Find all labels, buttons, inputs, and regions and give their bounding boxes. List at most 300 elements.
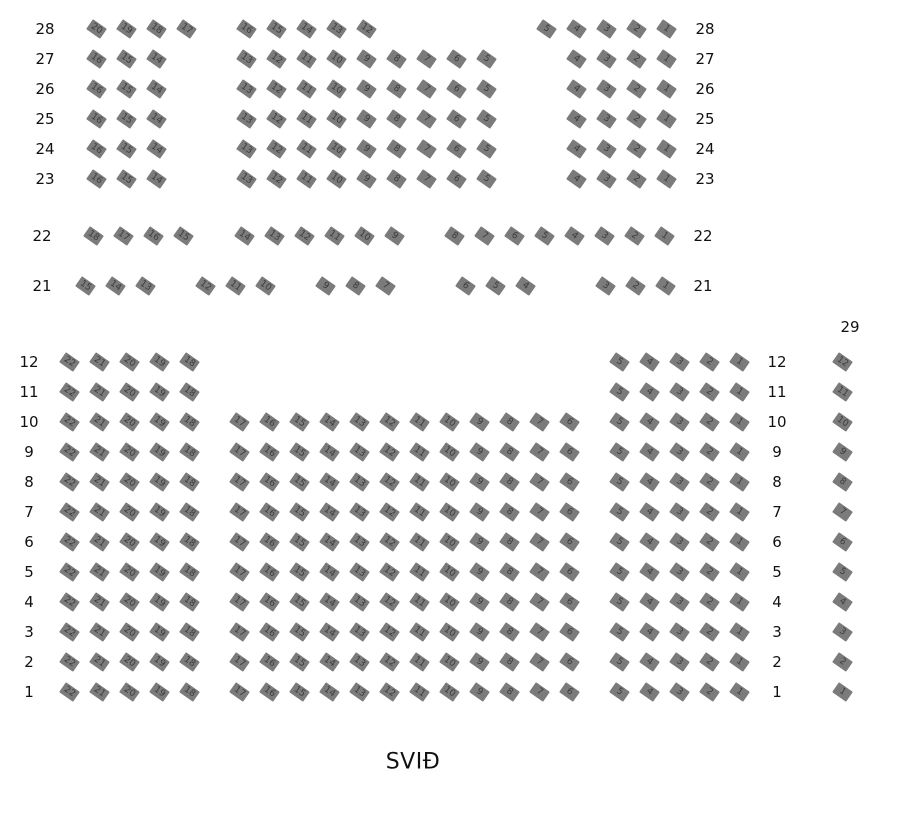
seat-row-6-1[interactable]: 1	[729, 532, 750, 552]
seat-row-7-17[interactable]: 17	[229, 502, 250, 522]
seat-row-29-9[interactable]: 9	[832, 442, 853, 462]
seat-row-27-11[interactable]: 11	[296, 49, 317, 69]
seat-row-6-13[interactable]: 13	[349, 532, 370, 552]
seat-row-6-19[interactable]: 19	[149, 532, 170, 552]
seat-row-23-15[interactable]: 15	[116, 169, 137, 189]
seat-row-8-8[interactable]: 8	[499, 472, 520, 492]
seat-row-1-11[interactable]: 11	[409, 682, 430, 702]
seat-row-27-5[interactable]: 5	[476, 49, 497, 69]
seat-row-1-17[interactable]: 17	[229, 682, 250, 702]
seat-row-28-1[interactable]: 1	[656, 19, 677, 39]
seat-row-11-20[interactable]: 20	[119, 382, 140, 402]
seat-row-8-15[interactable]: 15	[289, 472, 310, 492]
seat-row-10-20[interactable]: 20	[119, 412, 140, 432]
seat-row-3-3[interactable]: 3	[669, 622, 690, 642]
seat-row-28-19[interactable]: 19	[116, 19, 137, 39]
seat-row-23-12[interactable]: 12	[266, 169, 287, 189]
seat-row-2-16[interactable]: 16	[259, 652, 280, 672]
seat-row-5-9[interactable]: 9	[469, 562, 490, 582]
seat-row-3-12[interactable]: 12	[379, 622, 400, 642]
seat-row-23-2[interactable]: 2	[626, 169, 647, 189]
seat-row-22-5[interactable]: 5	[534, 226, 555, 246]
seat-row-26-12[interactable]: 12	[266, 79, 287, 99]
seat-row-21-12[interactable]: 12	[195, 276, 216, 296]
seat-row-4-19[interactable]: 19	[149, 592, 170, 612]
seat-row-12-3[interactable]: 3	[669, 352, 690, 372]
seat-row-3-10[interactable]: 10	[439, 622, 460, 642]
seat-row-27-9[interactable]: 9	[356, 49, 377, 69]
seat-row-6-11[interactable]: 11	[409, 532, 430, 552]
seat-row-6-10[interactable]: 10	[439, 532, 460, 552]
seat-row-8-17[interactable]: 17	[229, 472, 250, 492]
seat-row-26-15[interactable]: 15	[116, 79, 137, 99]
seat-row-1-15[interactable]: 15	[289, 682, 310, 702]
seat-row-21-15[interactable]: 15	[75, 276, 96, 296]
seat-row-5-2[interactable]: 2	[699, 562, 720, 582]
seat-row-9-11[interactable]: 11	[409, 442, 430, 462]
seat-row-3-11[interactable]: 11	[409, 622, 430, 642]
seat-row-26-2[interactable]: 2	[626, 79, 647, 99]
seat-row-25-15[interactable]: 15	[116, 109, 137, 129]
seat-row-24-11[interactable]: 11	[296, 139, 317, 159]
seat-row-21-10[interactable]: 10	[255, 276, 276, 296]
seat-row-12-5[interactable]: 5	[609, 352, 630, 372]
seat-row-7-2[interactable]: 2	[699, 502, 720, 522]
seat-row-24-8[interactable]: 8	[386, 139, 407, 159]
seat-row-26-3[interactable]: 3	[596, 79, 617, 99]
seat-row-4-10[interactable]: 10	[439, 592, 460, 612]
seat-row-3-14[interactable]: 14	[319, 622, 340, 642]
seat-row-2-17[interactable]: 17	[229, 652, 250, 672]
seat-row-9-6[interactable]: 6	[559, 442, 580, 462]
seat-row-26-5[interactable]: 5	[476, 79, 497, 99]
seat-row-10-3[interactable]: 3	[669, 412, 690, 432]
seat-row-10-6[interactable]: 6	[559, 412, 580, 432]
seat-row-1-22[interactable]: 22	[59, 682, 80, 702]
seat-row-12-4[interactable]: 4	[639, 352, 660, 372]
seat-row-5-1[interactable]: 1	[729, 562, 750, 582]
seat-row-10-19[interactable]: 19	[149, 412, 170, 432]
seat-row-7-1[interactable]: 1	[729, 502, 750, 522]
seat-row-9-8[interactable]: 8	[499, 442, 520, 462]
seat-row-8-5[interactable]: 5	[609, 472, 630, 492]
seat-row-28-13[interactable]: 13	[326, 19, 347, 39]
seat-row-7-11[interactable]: 11	[409, 502, 430, 522]
seat-row-4-6[interactable]: 6	[559, 592, 580, 612]
seat-row-27-10[interactable]: 10	[326, 49, 347, 69]
seat-row-7-6[interactable]: 6	[559, 502, 580, 522]
seat-row-28-4[interactable]: 4	[566, 19, 587, 39]
seat-row-2-7[interactable]: 7	[529, 652, 550, 672]
seat-row-5-12[interactable]: 12	[379, 562, 400, 582]
seat-row-28-15[interactable]: 15	[266, 19, 287, 39]
seat-row-23-5[interactable]: 5	[476, 169, 497, 189]
seat-row-29-5[interactable]: 5	[832, 562, 853, 582]
seat-row-10-16[interactable]: 16	[259, 412, 280, 432]
seat-row-7-4[interactable]: 4	[639, 502, 660, 522]
seat-row-12-22[interactable]: 22	[59, 352, 80, 372]
seat-row-28-14[interactable]: 14	[296, 19, 317, 39]
seat-row-22-1[interactable]: 1	[654, 226, 675, 246]
seat-row-24-14[interactable]: 14	[146, 139, 167, 159]
seat-row-5-13[interactable]: 13	[349, 562, 370, 582]
seat-row-8-22[interactable]: 22	[59, 472, 80, 492]
seat-row-3-18[interactable]: 18	[179, 622, 200, 642]
seat-row-5-8[interactable]: 8	[499, 562, 520, 582]
seat-row-1-9[interactable]: 9	[469, 682, 490, 702]
seat-row-3-5[interactable]: 5	[609, 622, 630, 642]
seat-row-9-17[interactable]: 17	[229, 442, 250, 462]
seat-row-4-8[interactable]: 8	[499, 592, 520, 612]
seat-row-12-21[interactable]: 21	[89, 352, 110, 372]
seat-row-25-12[interactable]: 12	[266, 109, 287, 129]
seat-row-3-15[interactable]: 15	[289, 622, 310, 642]
seat-row-2-1[interactable]: 1	[729, 652, 750, 672]
seat-row-4-16[interactable]: 16	[259, 592, 280, 612]
seat-row-26-13[interactable]: 13	[236, 79, 257, 99]
seat-row-5-20[interactable]: 20	[119, 562, 140, 582]
seat-row-1-6[interactable]: 6	[559, 682, 580, 702]
seat-row-21-6[interactable]: 6	[455, 276, 476, 296]
seat-row-21-13[interactable]: 13	[135, 276, 156, 296]
seat-row-29-1[interactable]: 1	[832, 682, 853, 702]
seat-row-26-14[interactable]: 14	[146, 79, 167, 99]
seat-row-22-6[interactable]: 6	[504, 226, 525, 246]
seat-row-23-13[interactable]: 13	[236, 169, 257, 189]
seat-row-28-18[interactable]: 18	[146, 19, 167, 39]
seat-row-25-3[interactable]: 3	[596, 109, 617, 129]
seat-row-1-5[interactable]: 5	[609, 682, 630, 702]
seat-row-8-2[interactable]: 2	[699, 472, 720, 492]
seat-row-28-16[interactable]: 16	[236, 19, 257, 39]
seat-row-10-15[interactable]: 15	[289, 412, 310, 432]
seat-row-25-8[interactable]: 8	[386, 109, 407, 129]
seat-row-3-9[interactable]: 9	[469, 622, 490, 642]
seat-row-22-18[interactable]: 18	[83, 226, 104, 246]
seat-row-10-2[interactable]: 2	[699, 412, 720, 432]
seat-row-11-1[interactable]: 1	[729, 382, 750, 402]
seat-row-1-21[interactable]: 21	[89, 682, 110, 702]
seat-row-3-20[interactable]: 20	[119, 622, 140, 642]
seat-row-9-4[interactable]: 4	[639, 442, 660, 462]
seat-row-8-16[interactable]: 16	[259, 472, 280, 492]
seat-row-8-9[interactable]: 9	[469, 472, 490, 492]
seat-row-8-20[interactable]: 20	[119, 472, 140, 492]
seat-row-1-19[interactable]: 19	[149, 682, 170, 702]
seat-row-4-4[interactable]: 4	[639, 592, 660, 612]
seat-row-26-7[interactable]: 7	[416, 79, 437, 99]
seat-row-27-16[interactable]: 16	[86, 49, 107, 69]
seat-row-8-7[interactable]: 7	[529, 472, 550, 492]
seat-row-8-3[interactable]: 3	[669, 472, 690, 492]
seat-row-24-13[interactable]: 13	[236, 139, 257, 159]
seat-row-5-16[interactable]: 16	[259, 562, 280, 582]
seat-row-5-7[interactable]: 7	[529, 562, 550, 582]
seat-row-8-21[interactable]: 21	[89, 472, 110, 492]
seat-row-9-21[interactable]: 21	[89, 442, 110, 462]
seat-row-29-6[interactable]: 6	[832, 532, 853, 552]
seat-row-7-3[interactable]: 3	[669, 502, 690, 522]
seat-row-10-7[interactable]: 7	[529, 412, 550, 432]
seat-row-6-16[interactable]: 16	[259, 532, 280, 552]
seat-row-12-19[interactable]: 19	[149, 352, 170, 372]
seat-row-6-6[interactable]: 6	[559, 532, 580, 552]
seat-row-6-14[interactable]: 14	[319, 532, 340, 552]
seat-row-25-1[interactable]: 1	[656, 109, 677, 129]
seat-row-10-8[interactable]: 8	[499, 412, 520, 432]
seat-row-7-19[interactable]: 19	[149, 502, 170, 522]
seat-row-3-21[interactable]: 21	[89, 622, 110, 642]
seat-row-7-18[interactable]: 18	[179, 502, 200, 522]
seat-row-5-18[interactable]: 18	[179, 562, 200, 582]
seat-row-2-21[interactable]: 21	[89, 652, 110, 672]
seat-row-7-16[interactable]: 16	[259, 502, 280, 522]
seat-row-23-3[interactable]: 3	[596, 169, 617, 189]
seat-row-9-19[interactable]: 19	[149, 442, 170, 462]
seat-row-2-9[interactable]: 9	[469, 652, 490, 672]
seat-row-28-5[interactable]: 5	[536, 19, 557, 39]
seat-row-29-7[interactable]: 7	[832, 502, 853, 522]
seat-row-4-2[interactable]: 2	[699, 592, 720, 612]
seat-row-26-1[interactable]: 1	[656, 79, 677, 99]
seat-row-4-12[interactable]: 12	[379, 592, 400, 612]
seat-row-9-20[interactable]: 20	[119, 442, 140, 462]
seat-row-21-2[interactable]: 2	[625, 276, 646, 296]
seat-row-9-18[interactable]: 18	[179, 442, 200, 462]
seat-row-10-10[interactable]: 10	[439, 412, 460, 432]
seat-row-26-4[interactable]: 4	[566, 79, 587, 99]
seat-row-9-2[interactable]: 2	[699, 442, 720, 462]
seat-row-26-11[interactable]: 11	[296, 79, 317, 99]
seat-row-8-12[interactable]: 12	[379, 472, 400, 492]
seat-row-24-10[interactable]: 10	[326, 139, 347, 159]
seat-row-4-11[interactable]: 11	[409, 592, 430, 612]
seat-row-3-16[interactable]: 16	[259, 622, 280, 642]
seat-row-24-16[interactable]: 16	[86, 139, 107, 159]
seat-row-11-3[interactable]: 3	[669, 382, 690, 402]
seat-row-8-13[interactable]: 13	[349, 472, 370, 492]
seat-row-9-22[interactable]: 22	[59, 442, 80, 462]
seat-row-24-3[interactable]: 3	[596, 139, 617, 159]
seat-row-28-17[interactable]: 17	[176, 19, 197, 39]
seat-row-25-16[interactable]: 16	[86, 109, 107, 129]
seat-row-2-18[interactable]: 18	[179, 652, 200, 672]
seat-row-9-9[interactable]: 9	[469, 442, 490, 462]
seat-row-10-5[interactable]: 5	[609, 412, 630, 432]
seat-row-2-2[interactable]: 2	[699, 652, 720, 672]
seat-row-23-8[interactable]: 8	[386, 169, 407, 189]
seat-row-9-13[interactable]: 13	[349, 442, 370, 462]
seat-row-10-22[interactable]: 22	[59, 412, 80, 432]
seat-row-5-19[interactable]: 19	[149, 562, 170, 582]
seat-row-24-1[interactable]: 1	[656, 139, 677, 159]
seat-row-11-18[interactable]: 18	[179, 382, 200, 402]
seat-row-11-4[interactable]: 4	[639, 382, 660, 402]
seat-row-4-15[interactable]: 15	[289, 592, 310, 612]
seat-row-26-10[interactable]: 10	[326, 79, 347, 99]
seat-row-6-21[interactable]: 21	[89, 532, 110, 552]
seat-row-10-14[interactable]: 14	[319, 412, 340, 432]
seat-row-6-5[interactable]: 5	[609, 532, 630, 552]
seat-row-4-22[interactable]: 22	[59, 592, 80, 612]
seat-row-4-1[interactable]: 1	[729, 592, 750, 612]
seat-row-3-19[interactable]: 19	[149, 622, 170, 642]
seat-row-11-5[interactable]: 5	[609, 382, 630, 402]
seat-row-1-4[interactable]: 4	[639, 682, 660, 702]
seat-row-27-12[interactable]: 12	[266, 49, 287, 69]
seat-row-22-15[interactable]: 15	[173, 226, 194, 246]
seat-row-7-21[interactable]: 21	[89, 502, 110, 522]
seat-row-5-10[interactable]: 10	[439, 562, 460, 582]
seat-row-10-9[interactable]: 9	[469, 412, 490, 432]
seat-row-9-15[interactable]: 15	[289, 442, 310, 462]
seat-row-22-14[interactable]: 14	[234, 226, 255, 246]
seat-row-2-19[interactable]: 19	[149, 652, 170, 672]
seat-row-9-10[interactable]: 10	[439, 442, 460, 462]
seat-row-2-4[interactable]: 4	[639, 652, 660, 672]
seat-row-2-11[interactable]: 11	[409, 652, 430, 672]
seat-row-21-3[interactable]: 3	[595, 276, 616, 296]
seat-row-25-14[interactable]: 14	[146, 109, 167, 129]
seat-row-29-11[interactable]: 11	[832, 382, 853, 402]
seat-row-8-18[interactable]: 18	[179, 472, 200, 492]
seat-row-6-7[interactable]: 7	[529, 532, 550, 552]
seat-row-11-19[interactable]: 19	[149, 382, 170, 402]
seat-row-22-7[interactable]: 7	[474, 226, 495, 246]
seat-row-5-14[interactable]: 14	[319, 562, 340, 582]
seat-row-25-11[interactable]: 11	[296, 109, 317, 129]
seat-row-2-10[interactable]: 10	[439, 652, 460, 672]
seat-row-27-3[interactable]: 3	[596, 49, 617, 69]
seat-row-22-9[interactable]: 9	[384, 226, 405, 246]
seat-row-10-21[interactable]: 21	[89, 412, 110, 432]
seat-row-29-3[interactable]: 3	[832, 622, 853, 642]
seat-row-5-6[interactable]: 6	[559, 562, 580, 582]
seat-row-21-1[interactable]: 1	[655, 276, 676, 296]
seat-row-6-18[interactable]: 18	[179, 532, 200, 552]
seat-row-21-7[interactable]: 7	[375, 276, 396, 296]
seat-row-4-21[interactable]: 21	[89, 592, 110, 612]
seat-row-1-3[interactable]: 3	[669, 682, 690, 702]
seat-row-2-12[interactable]: 12	[379, 652, 400, 672]
seat-row-5-22[interactable]: 22	[59, 562, 80, 582]
seat-row-23-4[interactable]: 4	[566, 169, 587, 189]
seat-row-1-20[interactable]: 20	[119, 682, 140, 702]
seat-row-6-8[interactable]: 8	[499, 532, 520, 552]
seat-row-27-6[interactable]: 6	[446, 49, 467, 69]
seat-row-23-1[interactable]: 1	[656, 169, 677, 189]
seat-row-29-4[interactable]: 4	[832, 592, 853, 612]
seat-row-2-15[interactable]: 15	[289, 652, 310, 672]
seat-row-1-2[interactable]: 2	[699, 682, 720, 702]
seat-row-8-10[interactable]: 10	[439, 472, 460, 492]
seat-row-23-6[interactable]: 6	[446, 169, 467, 189]
seat-row-12-2[interactable]: 2	[699, 352, 720, 372]
seat-row-22-11[interactable]: 11	[324, 226, 345, 246]
seat-row-21-5[interactable]: 5	[485, 276, 506, 296]
seat-row-4-14[interactable]: 14	[319, 592, 340, 612]
seat-row-1-14[interactable]: 14	[319, 682, 340, 702]
seat-row-2-3[interactable]: 3	[669, 652, 690, 672]
seat-row-4-3[interactable]: 3	[669, 592, 690, 612]
seat-row-5-15[interactable]: 15	[289, 562, 310, 582]
seat-row-9-14[interactable]: 14	[319, 442, 340, 462]
seat-row-23-16[interactable]: 16	[86, 169, 107, 189]
seat-row-9-3[interactable]: 3	[669, 442, 690, 462]
seat-row-24-2[interactable]: 2	[626, 139, 647, 159]
seat-row-23-10[interactable]: 10	[326, 169, 347, 189]
seat-row-6-15[interactable]: 15	[289, 532, 310, 552]
seat-row-22-12[interactable]: 12	[294, 226, 315, 246]
seat-row-1-7[interactable]: 7	[529, 682, 550, 702]
seat-row-7-5[interactable]: 5	[609, 502, 630, 522]
seat-row-25-9[interactable]: 9	[356, 109, 377, 129]
seat-row-25-13[interactable]: 13	[236, 109, 257, 129]
seat-row-25-7[interactable]: 7	[416, 109, 437, 129]
seat-row-7-15[interactable]: 15	[289, 502, 310, 522]
seat-row-3-13[interactable]: 13	[349, 622, 370, 642]
seat-row-7-14[interactable]: 14	[319, 502, 340, 522]
seat-row-3-17[interactable]: 17	[229, 622, 250, 642]
seat-row-24-15[interactable]: 15	[116, 139, 137, 159]
seat-row-6-3[interactable]: 3	[669, 532, 690, 552]
seat-row-25-6[interactable]: 6	[446, 109, 467, 129]
seat-row-2-5[interactable]: 5	[609, 652, 630, 672]
seat-row-3-8[interactable]: 8	[499, 622, 520, 642]
seat-row-27-1[interactable]: 1	[656, 49, 677, 69]
seat-row-27-4[interactable]: 4	[566, 49, 587, 69]
seat-row-27-8[interactable]: 8	[386, 49, 407, 69]
seat-row-6-20[interactable]: 20	[119, 532, 140, 552]
seat-row-22-3[interactable]: 3	[594, 226, 615, 246]
seat-row-26-6[interactable]: 6	[446, 79, 467, 99]
seat-row-8-6[interactable]: 6	[559, 472, 580, 492]
seat-row-28-20[interactable]: 20	[86, 19, 107, 39]
seat-row-28-2[interactable]: 2	[626, 19, 647, 39]
seat-row-25-10[interactable]: 10	[326, 109, 347, 129]
seat-row-2-13[interactable]: 13	[349, 652, 370, 672]
seat-row-8-4[interactable]: 4	[639, 472, 660, 492]
seat-row-2-6[interactable]: 6	[559, 652, 580, 672]
seat-row-10-17[interactable]: 17	[229, 412, 250, 432]
seat-row-10-4[interactable]: 4	[639, 412, 660, 432]
seat-row-8-11[interactable]: 11	[409, 472, 430, 492]
seat-row-10-12[interactable]: 12	[379, 412, 400, 432]
seat-row-21-8[interactable]: 8	[345, 276, 366, 296]
seat-row-9-1[interactable]: 1	[729, 442, 750, 462]
seat-row-1-18[interactable]: 18	[179, 682, 200, 702]
seat-row-1-16[interactable]: 16	[259, 682, 280, 702]
seat-row-24-4[interactable]: 4	[566, 139, 587, 159]
seat-row-7-13[interactable]: 13	[349, 502, 370, 522]
seat-row-6-17[interactable]: 17	[229, 532, 250, 552]
seat-row-11-22[interactable]: 22	[59, 382, 80, 402]
seat-row-4-7[interactable]: 7	[529, 592, 550, 612]
seat-row-21-4[interactable]: 4	[515, 276, 536, 296]
seat-row-22-8[interactable]: 8	[444, 226, 465, 246]
seat-row-27-15[interactable]: 15	[116, 49, 137, 69]
seat-row-4-20[interactable]: 20	[119, 592, 140, 612]
seat-row-21-9[interactable]: 9	[315, 276, 336, 296]
seat-row-10-1[interactable]: 1	[729, 412, 750, 432]
seat-row-7-22[interactable]: 22	[59, 502, 80, 522]
seat-row-6-12[interactable]: 12	[379, 532, 400, 552]
seat-row-24-5[interactable]: 5	[476, 139, 497, 159]
seat-row-4-5[interactable]: 5	[609, 592, 630, 612]
seat-row-6-4[interactable]: 4	[639, 532, 660, 552]
seat-row-1-10[interactable]: 10	[439, 682, 460, 702]
seat-row-4-9[interactable]: 9	[469, 592, 490, 612]
